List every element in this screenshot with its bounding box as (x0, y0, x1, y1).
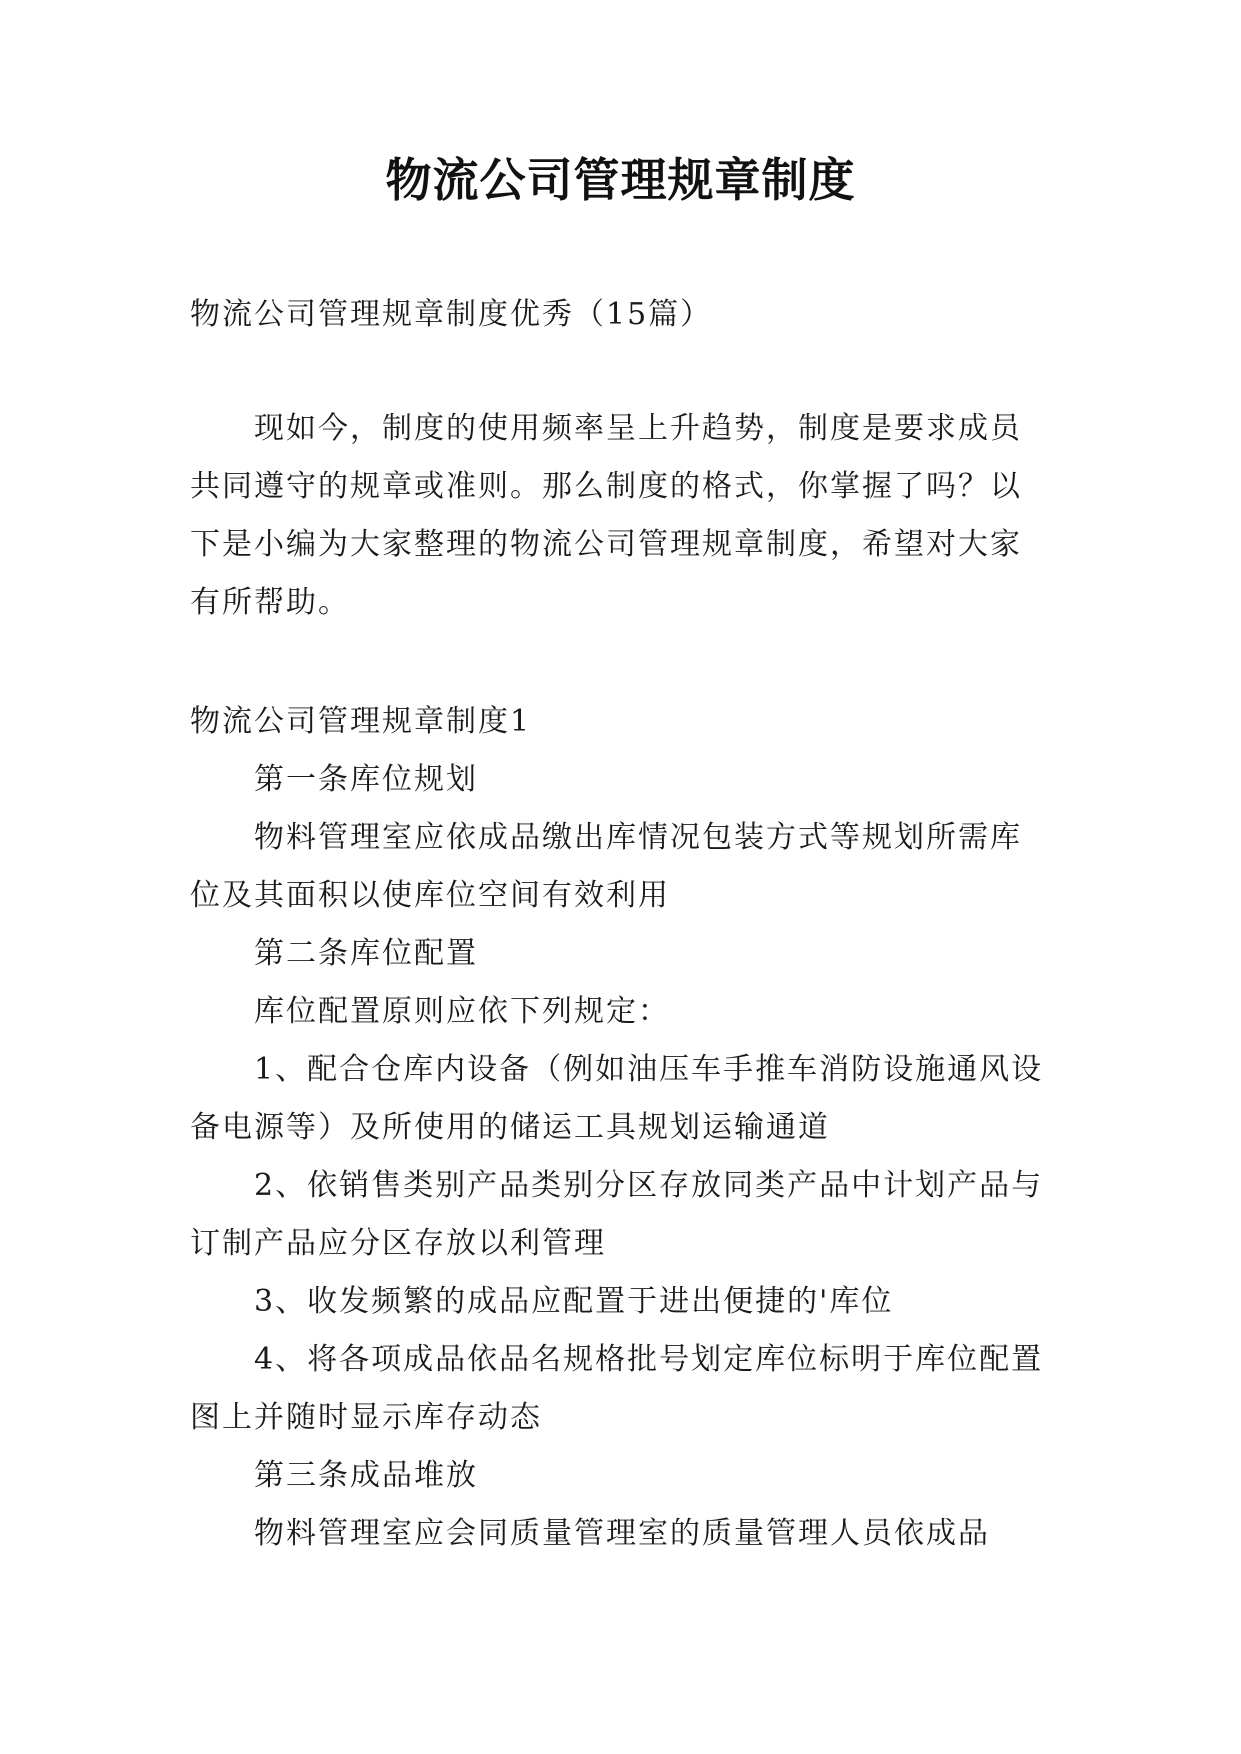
body-paragraph: 物料管理室应依成品缴出库情况包装方式等规划所需库位及其面积以使库位空间有效利用 (190, 820, 1022, 913)
list-item: 4、将各项成品依品名规格批号划定库位标明于库位配置图上并随时显示库存动态 (190, 1342, 1044, 1435)
intro-paragraph: 现如今，制度的使用频率呈上升趋势，制度是要求成员共同遵守的规章或准则。那么制度的格式，你掌握了吗？以下是小编为大家整理的物流公司管理规章制度，希望对大家有所帮助。 (190, 411, 1022, 620)
article-heading: 第二条库位配置 (254, 936, 478, 971)
section-body (190, 751, 1050, 1563)
list-item: 2、依销售类别产品类别分区存放同类产品中计划产品与订制产品应分区存放以利管理 (190, 1168, 1044, 1261)
list-item: 3、收发频繁的成品应配置于进出便捷的'库位 (254, 1284, 894, 1319)
article-heading: 第三条成品堆放 (254, 1458, 478, 1493)
document-subtitle: 物流公司管理规章制度优秀（15篇） (190, 297, 713, 332)
list-item: 1、配合仓库内设备（例如油压车手推车消防设施通风设备电源等）及所使用的储运工具规划运输通道 (190, 1052, 1044, 1145)
section-heading: 物流公司管理规章制度1 (190, 704, 532, 739)
body-paragraph: 物料管理室应会同质量管理室的质量管理人员依成品 (254, 1516, 990, 1551)
document-title: 物流公司管理规章制度 (385, 153, 856, 207)
article-heading: 第一条库位规划 (254, 762, 478, 797)
body-paragraph: 库位配置原则应依下列规定： (254, 994, 670, 1029)
